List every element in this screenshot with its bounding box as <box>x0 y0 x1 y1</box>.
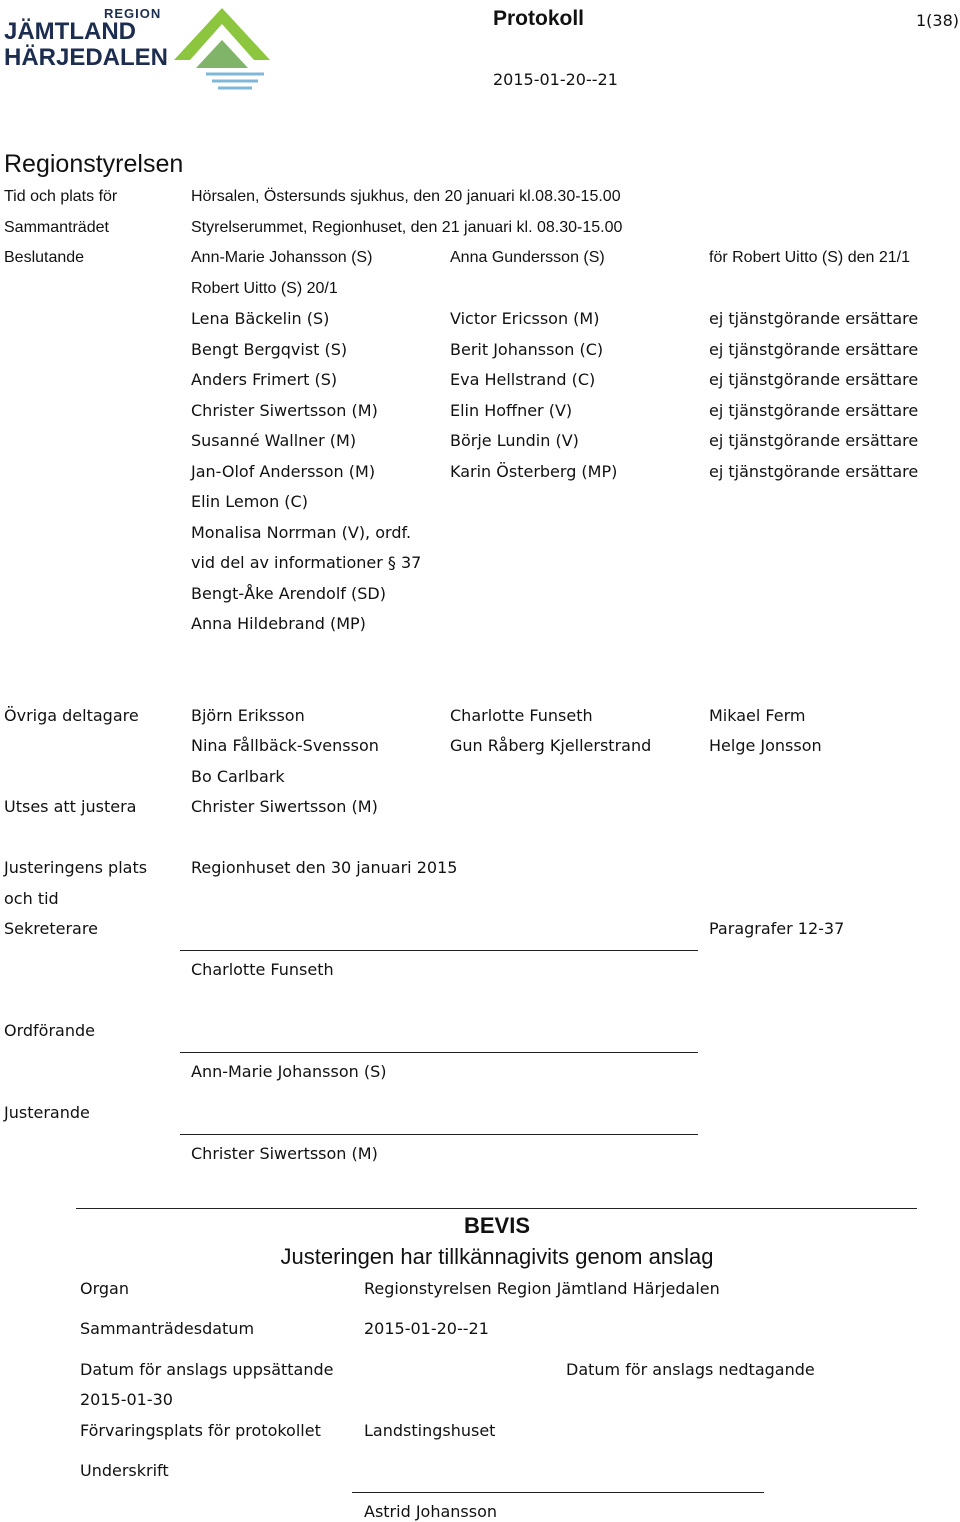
substitute-name: Börje Lundin (V) <box>450 431 579 450</box>
organ-label: Organ <box>80 1279 129 1298</box>
meeting-time-value: Hörsalen, Östersunds sjukhus, den 20 januari kl.08.30-15.00 <box>191 188 621 205</box>
proof-divider <box>76 1208 917 1209</box>
logo-line1: JÄMTLAND <box>4 18 136 45</box>
chair-label: Ordförande <box>4 1021 95 1040</box>
participant-name: Charlotte Funseth <box>450 706 593 725</box>
adjust-place-label: Justeringens plats <box>4 858 148 877</box>
decision-makers-label: Beslutande <box>4 249 85 266</box>
meeting-date-value: 2015-01-20--21 <box>364 1319 489 1338</box>
proof-subtitle: Justeringen har tillkännagivits genom anslag <box>280 1244 714 1269</box>
substitute-note: ej tjänstgörande ersättare <box>709 370 919 389</box>
adjuster-sign-label: Justerande <box>4 1103 90 1122</box>
adjust-place-value: Regionhuset den 30 januari 2015 <box>191 858 458 877</box>
participant-name: Gun Råberg Kjellerstrand <box>450 736 652 755</box>
secretary-name: Charlotte Funseth <box>191 960 334 979</box>
adjuster-label: Utses att justera <box>4 797 137 816</box>
adjuster-signature-line <box>180 1134 698 1135</box>
substitute-note: ej tjänstgörande ersättare <box>709 431 919 450</box>
storage-value: Landstingshuset <box>364 1421 496 1440</box>
substitute-note: för Robert Uitto (S) den 21/1 <box>709 249 910 266</box>
member-name: Monalisa Norrman (V), ordf. <box>191 523 412 542</box>
member-name: Jan-Olof Andersson (M) <box>191 462 376 481</box>
storage-label: Förvaringsplats för protokollet <box>80 1421 321 1440</box>
participant-name: Björn Eriksson <box>191 706 305 725</box>
logo-line2: HÄRJEDALEN <box>4 44 169 71</box>
member-note: vid del av informationer § 37 <box>191 553 422 572</box>
page-number: 1(38) <box>916 11 960 30</box>
mountain-logo-icon <box>166 0 286 96</box>
proof-signature-line <box>352 1492 764 1493</box>
participant-name: Helge Jonsson <box>709 736 822 755</box>
chair-signature-line <box>180 1052 698 1053</box>
member-name: Susanné Wallner (M) <box>191 431 357 450</box>
member-name: Anna Hildebrand (MP) <box>191 614 366 633</box>
paragraphs-range: Paragrafer 12-37 <box>709 919 845 938</box>
participant-name: Nina Fållbäck-Svensson <box>191 736 379 755</box>
secretary-label: Sekreterare <box>4 919 98 938</box>
substitute-note: ej tjänstgörande ersättare <box>709 462 919 481</box>
member-name: Lena Bäckelin (S) <box>191 309 330 328</box>
document-type: Protokoll <box>493 7 585 30</box>
meeting-date-label: Sammanträdesdatum <box>80 1319 255 1338</box>
removed-date-label: Datum för anslags nedtagande <box>566 1360 815 1379</box>
meeting-time-label: Tid och plats för <box>4 188 118 205</box>
substitute-note: ej tjänstgörande ersättare <box>709 401 919 420</box>
meeting-place-value: Styrelserummet, Regionhuset, den 21 januari kl. 08.30-15.00 <box>191 219 623 236</box>
chair-name: Ann-Marie Johansson (S) <box>191 1062 387 1081</box>
header-date: 2015-01-20--21 <box>493 70 618 89</box>
region-logo <box>0 0 290 96</box>
posted-date-value: 2015-01-30 <box>80 1390 173 1409</box>
substitute-note: ej tjänstgörande ersättare <box>709 340 919 359</box>
board-title: Regionstyrelsen <box>4 150 184 178</box>
substitute-name: Karin Österberg (MP) <box>450 462 618 481</box>
posted-date-label: Datum för anslags uppsättande <box>80 1360 334 1379</box>
substitute-note: ej tjänstgörande ersättare <box>709 309 919 328</box>
substitute-name: Eva Hellstrand (C) <box>450 370 596 389</box>
substitute-name: Anna Gundersson (S) <box>450 249 605 266</box>
signature-name: Astrid Johansson <box>364 1502 498 1521</box>
member-name: Bengt Bergqvist (S) <box>191 340 348 359</box>
adjuster-sign-name: Christer Siwertsson (M) <box>191 1144 378 1163</box>
substitute-name: Berit Johansson (C) <box>450 340 604 359</box>
organ-value: Regionstyrelsen Region Jämtland Härjedalen <box>364 1279 720 1298</box>
proof-title: BEVIS <box>463 1213 531 1238</box>
member-name: Ann-Marie Johansson (S) <box>191 249 373 266</box>
adjuster-value: Christer Siwertsson (M) <box>191 797 378 816</box>
meeting-place-label: Sammanträdet <box>4 219 109 236</box>
others-label: Övriga deltagare <box>4 706 139 725</box>
substitute-name: Elin Hoffner (V) <box>450 401 573 420</box>
member-name: Elin Lemon (C) <box>191 492 308 511</box>
adjust-time-label: och tid <box>4 889 59 908</box>
participant-name: Bo Carlbark <box>191 767 285 786</box>
secretary-signature-line <box>180 950 698 951</box>
member-name: Christer Siwertsson (M) <box>191 401 378 420</box>
member-name: Bengt-Åke Arendolf (SD) <box>191 584 386 603</box>
signature-label: Underskrift <box>80 1461 169 1480</box>
member-name: Anders Frimert (S) <box>191 370 338 389</box>
member-name: Robert Uitto (S) 20/1 <box>191 280 338 297</box>
participant-name: Mikael Ferm <box>709 706 806 725</box>
substitute-name: Victor Ericsson (M) <box>450 309 600 328</box>
logo-region-text: REGION <box>104 6 162 21</box>
